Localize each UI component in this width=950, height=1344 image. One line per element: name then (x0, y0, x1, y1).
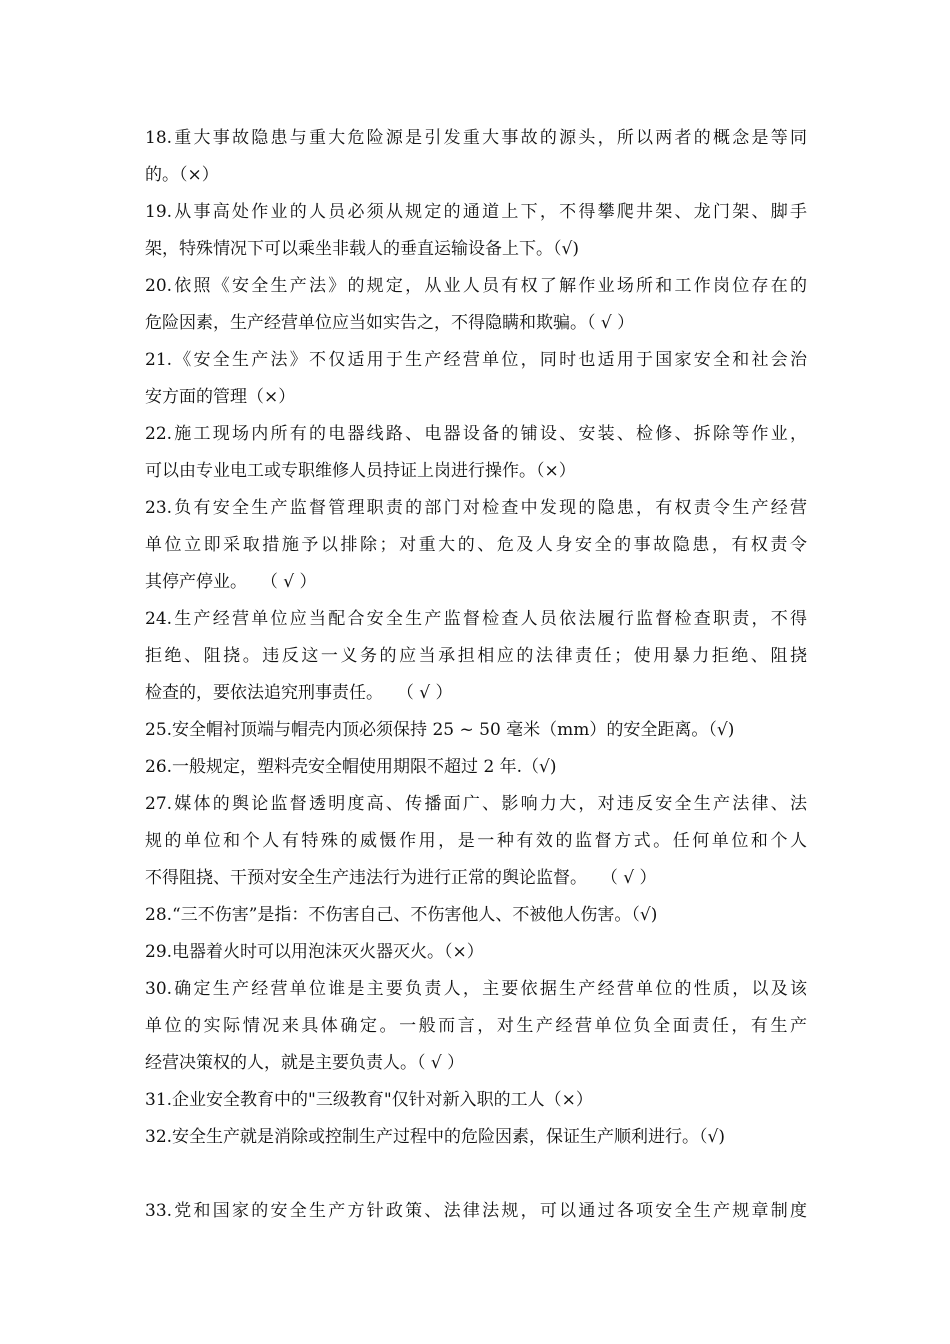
text-line: 危险因素，生产经营单位应当如实告之，不得隐瞒和欺骗。（ √ ） (145, 313, 635, 333)
text-line: 不得阻挠、干预对安全生产违法行为进行正常的舆论监督。 （ √ ） (145, 868, 657, 888)
question-list (145, 120, 807, 1230)
text-line: 31.企业安全教育中的"三级教育"仅针对新入职的工人（×） (145, 1090, 593, 1110)
text-line: 的。（×） (145, 165, 219, 185)
text-line: 单位的实际情况来具体确定。一般而言，对生产经营单位负全面责任，有生产 (145, 1016, 807, 1036)
text-line: 18.重大事故隐患与重大危险源是引发重大事故的源头，所以两者的概念是等同 (145, 128, 807, 148)
text-line: 30.确定生产经营单位谁是主要负责人，主要依据生产经营单位的性质，以及该 (145, 979, 807, 999)
text-line: 22.施工现场内所有的电器线路、电器设备的铺设、安装、检修、拆除等作业， (145, 424, 807, 444)
paragraph-gap (145, 1156, 807, 1193)
text-line: 19.从事高处作业的人员必须从规定的通道上下，不得攀爬井架、龙门架、脚手 (145, 202, 807, 222)
text-line: 其停产停业。 （ √ ） (145, 572, 317, 592)
text-line: 27.媒体的舆论监督透明度高、传播面广、影响力大，对违反安全生产法律、法 (145, 794, 807, 814)
text-line: 33.党和国家的安全生产方针政策、法律法规，可以通过各项安全生产规章制度 (145, 1201, 807, 1221)
text-line: 28.“三不伤害”是指：不伤害自己、不伤害他人、不被他人伤害。（√) (145, 905, 658, 925)
text-line: 21.《安全生产法》不仅适用于生产经营单位，同时也适用于国家安全和社会治 (145, 350, 807, 370)
text-line: 安方面的管理（×） (145, 387, 296, 407)
text-line: 20.依照《安全生产法》的规定，从业人员有权了解作业场所和工作岗位存在的 (145, 276, 807, 296)
text-line: 拒绝、阻挠。违反这一义务的应当承担相应的法律责任；使用暴力拒绝、阻挠 (145, 646, 807, 666)
text-line: 经营决策权的人，就是主要负责人。（ √ ） (145, 1053, 465, 1073)
text-line: 规的单位和个人有特殊的威慑作用，是一种有效的监督方式。任何单位和个人 (145, 831, 807, 851)
text-line: 架，特殊情况下可以乘坐非载人的垂直运输设备上下。（√) (145, 239, 579, 259)
text-line: 25.安全帽衬顶端与帽壳内顶必须保持 25 ~ 50 毫米（mm）的安全距离。（√) (145, 720, 735, 740)
text-line: 26.一般规定，塑料壳安全帽使用期限不超过 2 年.（√) (145, 757, 557, 777)
text-line: 32.安全生产就是消除或控制生产过程中的危险因素，保证生产顺利进行。（√) (145, 1127, 725, 1147)
text-line: 单位立即采取措施予以排除；对重大的、危及人身安全的事故隐患，有权责令 (145, 535, 807, 555)
text-line: 23.负有安全生产监督管理职责的部门对检查中发现的隐患，有权责令生产经营 (145, 498, 807, 518)
text-line: 24.生产经营单位应当配合安全生产监督检查人员依法履行监督检查职责，不得 (145, 609, 807, 629)
text-line: 检查的，要依法追究刑事责任。 （ √ ） (145, 683, 453, 703)
text-line: 29.电器着火时可以用泡沫灭火器灭火。（×） (145, 942, 484, 962)
text-line: 可以由专业电工或专职维修人员持证上岗进行操作。（×） (145, 461, 576, 481)
